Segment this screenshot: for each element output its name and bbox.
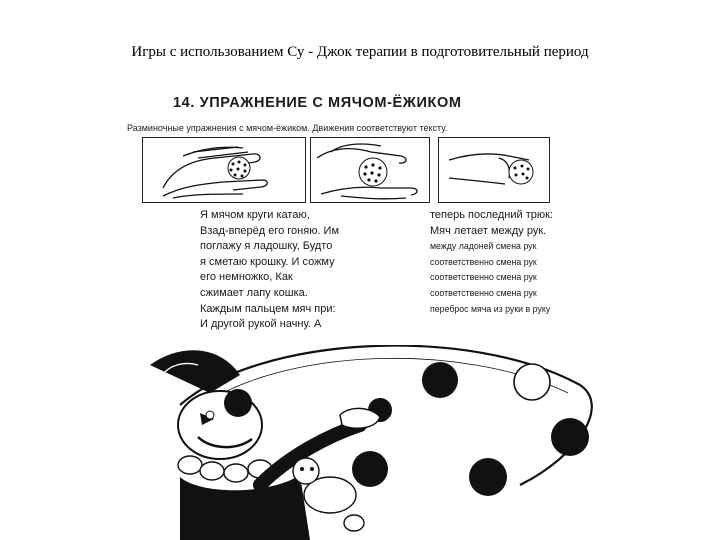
movement-instruction: соответственно смена рук [430,287,537,298]
illustration-panel-rolling [142,137,306,203]
hand-holding-ball-illustration [439,138,549,202]
poem-left-column [200,208,420,333]
poem-line: сжимает лапу кошка. [200,286,308,299]
poem-line: поглажу я ладошку, Будто [200,240,333,253]
movement-instruction: соответственно смена рук [430,256,537,267]
poem-line: Я мячом круги катаю, [200,209,310,221]
clown-juggling-drawing [140,345,600,540]
hands-pressing-ball-illustration [311,138,429,202]
movement-instruction: переброс мяча из руки в руку [430,303,551,314]
slide-title: Игры с использованием Су - Джок терапии в подготовительный период [131,44,589,60]
illustration-panel-pressing [310,137,430,203]
exercise-heading: 14. УПРАЖНЕНИЕ С МЯЧОМ-ЁЖИКОМ [173,95,462,111]
movement-instruction: между ладоней смена рук [430,241,537,252]
poem-line: И другой рукой начну. А [200,318,322,331]
poem-line: Мяч летает между рук. [430,224,547,237]
poem-line: я сметаю крошку. И сожму [200,255,335,268]
hands-rolling-ball-illustration [143,138,305,202]
illustration-panel-holding [438,137,550,203]
movement-instruction: соответственно смена рук [430,272,537,283]
clown-juggling-illustration [140,345,600,540]
exercise-subtitle: Разминочные упражнения с мячом-ёжиком. Движения соответствуют тексту. [127,123,448,133]
poem-line: его немножко, Как [200,271,293,284]
poem-line: Взад-вперёд его гоняю. Им [200,224,340,237]
poem-line: теперь последний трюк: [430,209,553,221]
poem-line: Каждым пальцем мяч при: [200,302,336,315]
poem-right-column [430,208,630,317]
